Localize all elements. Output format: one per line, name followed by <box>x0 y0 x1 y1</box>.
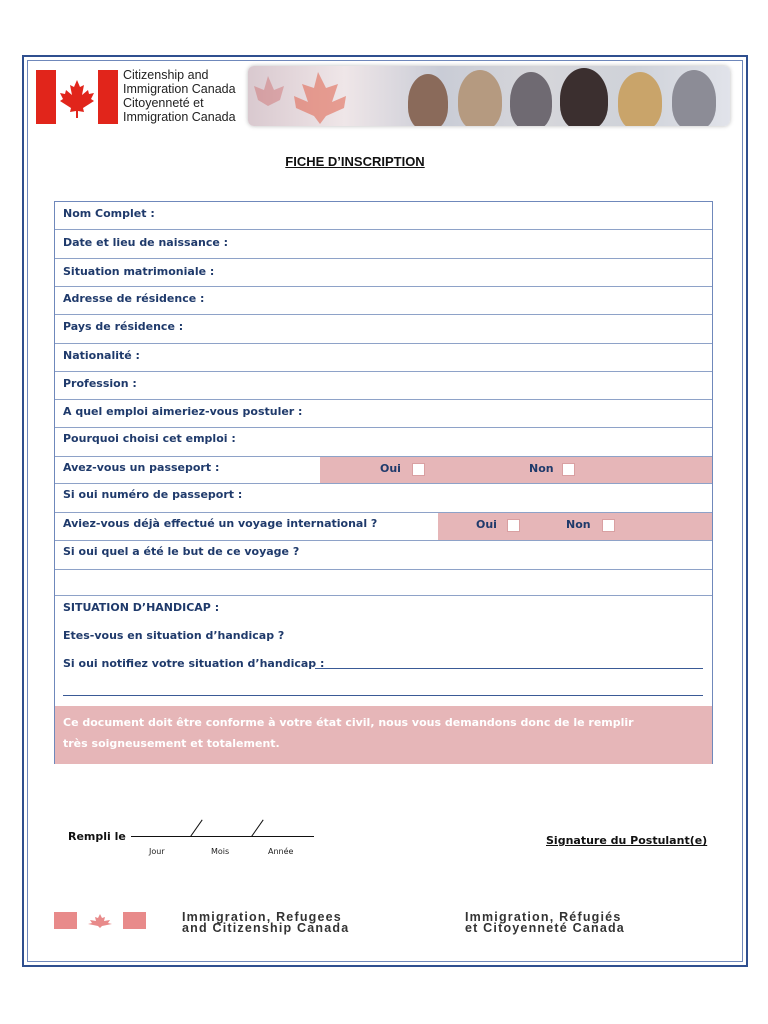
label-nationalite: Nationalité : <box>63 349 140 362</box>
notice-line-2: très soigneusement et totalement. <box>63 737 280 750</box>
field-row-voyage-international <box>55 513 712 541</box>
annee-label: Année <box>268 847 294 856</box>
agency-en-line-2: Immigration Canada <box>123 82 236 96</box>
voyage-oui-label: Oui <box>476 518 497 531</box>
date-line[interactable] <box>131 836 314 837</box>
agency-fr-line-1: Citoyenneté et <box>123 96 204 110</box>
label-but-voyage: Si oui quel a été le but de ce voyage ? <box>63 545 300 558</box>
voyage-non-checkbox[interactable] <box>602 519 615 532</box>
agency-name <box>123 68 236 124</box>
footer-en-line-1: Immigration, Refugees <box>182 910 342 924</box>
header-banner-image <box>248 66 730 126</box>
agency-en-line-1: Citizenship and <box>123 68 209 82</box>
label-nom-complet: Nom Complet : <box>63 207 155 220</box>
passeport-non-checkbox[interactable] <box>562 463 575 476</box>
label-emploi-postuler: A quel emploi aimeriez-vous postuler : <box>63 405 303 418</box>
field-row-nationalite[interactable] <box>55 344 712 372</box>
footer-fr-line-2: et Citoyenneté Canada <box>465 921 625 935</box>
person-photo <box>510 72 552 126</box>
handicap-question: Etes-vous en situation d’handicap ? <box>63 629 285 642</box>
field-row-profession[interactable] <box>55 372 712 400</box>
handicap-notify-label: Si oui notifiez votre situation d’handicap : <box>63 657 325 670</box>
voyage-non-label: Non <box>566 518 591 531</box>
handicap-notify-line[interactable] <box>315 668 703 669</box>
handicap-heading: SITUATION D’HANDICAP : <box>63 601 220 614</box>
jour-label: Jour <box>149 847 165 856</box>
handicap-extra-line[interactable] <box>63 695 703 696</box>
field-row-adresse-residence[interactable] <box>55 287 712 315</box>
field-row-passeport <box>55 457 712 484</box>
person-photo <box>672 70 716 126</box>
footer-agency-en <box>182 912 349 934</box>
footer-en-line-2: and Citizenship Canada <box>182 921 350 935</box>
person-photo <box>408 74 448 126</box>
field-row-but-voyage[interactable] <box>55 541 712 570</box>
notice-line-1: Ce document doit être conforme à votre état civil, nous vous demandons donc de le remplir <box>63 716 634 729</box>
label-situation-matrimoniale: Situation matrimoniale : <box>63 265 215 278</box>
label-pourquoi-emploi: Pourquoi choisi cet emploi : <box>63 432 236 445</box>
canada-footer-flag-icon <box>54 912 146 929</box>
mois-label: Mois <box>211 847 230 856</box>
passeport-oui-checkbox[interactable] <box>412 463 425 476</box>
passeport-oui-label: Oui <box>380 462 401 475</box>
field-row-pays-residence[interactable] <box>55 315 712 344</box>
field-row-numero-passeport[interactable] <box>55 484 712 513</box>
field-row-nom-complet[interactable] <box>55 202 712 230</box>
signature-label: Signature du Postulant(e) <box>546 834 708 847</box>
footer-agency-fr <box>465 912 625 934</box>
label-passeport: Avez-vous un passeport : <box>63 461 220 474</box>
person-photo <box>560 68 608 126</box>
field-row-emploi-postuler[interactable] <box>55 400 712 428</box>
voyage-oui-checkbox[interactable] <box>507 519 520 532</box>
label-voyage-international: Aviez-vous déjà effectué un voyage international ? <box>63 517 378 530</box>
field-row-but-voyage-continued[interactable] <box>55 570 712 596</box>
passeport-non-label: Non <box>529 462 554 475</box>
label-date-lieu-naissance: Date et lieu de naissance : <box>63 236 229 249</box>
person-photo <box>458 70 502 126</box>
agency-fr-line-2: Immigration Canada <box>123 110 236 124</box>
label-numero-passeport: Si oui numéro de passeport : <box>63 488 243 501</box>
voyage-options-panel <box>438 513 712 540</box>
field-row-date-lieu-naissance[interactable] <box>55 230 712 259</box>
notice-banner <box>55 706 712 764</box>
field-row-situation-matrimoniale[interactable] <box>55 259 712 287</box>
registration-form <box>54 201 713 764</box>
label-profession: Profession : <box>63 377 137 390</box>
rempli-le-label: Rempli le <box>68 830 126 843</box>
page-title: FICHE D’INSCRIPTION <box>285 154 425 169</box>
person-photo <box>618 72 662 126</box>
field-row-pourquoi-emploi[interactable] <box>55 428 712 457</box>
passeport-options-panel <box>320 457 712 483</box>
label-pays-residence: Pays de résidence : <box>63 320 184 333</box>
footer-fr-line-1: Immigration, Réfugiés <box>465 910 622 924</box>
label-adresse-residence: Adresse de résidence : <box>63 292 205 305</box>
canada-flag-icon <box>36 70 118 124</box>
